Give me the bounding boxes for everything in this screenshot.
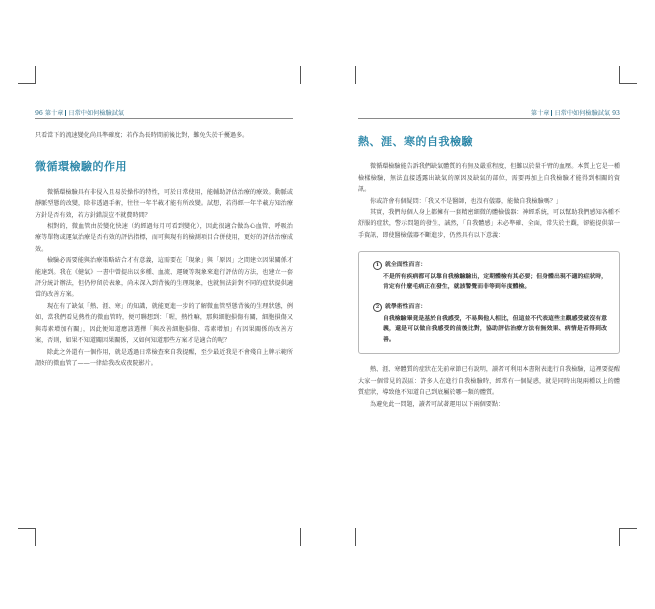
header-separator — [65, 110, 66, 116]
note-title-row — [373, 302, 607, 313]
paragraph: 相對的，微血管由於變化快速（約經過每月可看到變化），因此很適合做為心血管、呼吸治療等單物或運氣治療是否有效的評估指標，而可與現有的檢測項目合併使用，更好的評估治療成效。 — [35, 223, 293, 253]
paragraph: 只看當下的流速變化尚具準確度；若作為長時間前後比對，難免失於千擾過多。 — [35, 132, 249, 139]
running-header — [35, 108, 124, 117]
note-text: 不是所有疾病都可以靠自我檢驗驗出，定期體檢有其必要；但身體出現不適的症狀時，肯定有什麼毛病正在發生，就該警覺而非等到年度體檢。 — [383, 272, 607, 291]
note-title-row — [373, 260, 607, 271]
chapter-label: 第十章 — [530, 110, 550, 117]
note-box — [358, 251, 620, 354]
section-heading: 微循環檢驗的作用 — [35, 160, 127, 174]
chapter-title: 日常中如何檢驗試氣 — [68, 110, 125, 117]
header-rule — [358, 118, 620, 119]
right-page — [358, 108, 620, 548]
note-item — [373, 260, 607, 293]
page-number: 93 — [612, 110, 620, 117]
paragraph: 現在有了缺氣「熱、涯、寒」的知識，就能更進一步的了解微血管型態背後的生理狀態，例如，當我們看見熱性的微血管時，便可聯想到：「喔，熱性嘛，那與細胞損傷有關，細胞損傷又與毒素增加有關」，因此便知道應該選擇「與改善細胞損傷、毒素增加」有因果關係的改善方案，否則，如果不知道關因果關係，又如何知道那些方案才是適合的呢？ — [35, 302, 293, 345]
paragraph: 其實，我們每個人身上都擁有一套精密細微的體檢儀器：神經系統，可以幫助我們感知各種不舒服的症狀，警示問題的發生，誠然，「自我體感」未必準確、全面，常失於主觀，卻能提供第一手資訊，即使醫檢儀器不斷進步，仍然具有以下意義： — [358, 209, 620, 239]
paragraph: 為避免此一問題，讀者可試著運用以下兩個要點： — [370, 400, 505, 408]
section-heading: 熱、涯、寒的自我檢驗 — [358, 135, 473, 148]
left-page — [35, 108, 293, 548]
paragraph: 微循環檢驗具有非侵入且易於操作的特性，可於日常使用，能輔助評估治療的療效。動脈或靜脈型態的改變，除非透過手術，往往一年半載才能有所改變。試想，若得經一年半載方知治療方針是否有效，若方針錯誤豈不就費時間？ — [35, 188, 293, 219]
header-separator — [551, 110, 552, 116]
paragraph: 微循環檢驗能告訴我們缺氣體質的有無及嚴重程度，但難以於量千臂的血壓。本質上它是一種檢樣檢驗，無法直接透露出缺氣的原因及缺氣的部位，需要再加上自我檢驗才能得到相關的資訊。 — [358, 163, 620, 194]
note-number: 1 — [373, 261, 382, 270]
page-body — [358, 130, 620, 410]
note-title: 就全面性而言： — [385, 261, 427, 269]
page-number: 96 — [35, 110, 43, 117]
page-body — [35, 130, 293, 369]
running-header — [531, 108, 620, 117]
note-item — [373, 302, 607, 345]
chapter-title: 日常中如何檢驗試氣 — [554, 110, 611, 117]
note-number: 2 — [373, 303, 382, 312]
paragraph: 熱、涯、寒體質的症狀在先前章節已有說明，讀者可利用本書附表進行自我檢驗，這裡要提醒大家一個常見的誤區：許多人在進行自我檢驗時，經常有一個疑惑，就是同時出現兩種以上的體質症狀，導致他不知道自己到底屬於哪一類的體質。 — [358, 366, 620, 397]
paragraph: 你或許會有個疑問：「我又不是醫師，也沒有儀器，能做自我檢驗嗎？」 — [370, 197, 562, 205]
chapter-label: 第十章 — [44, 110, 64, 117]
note-text: 自我檢驗畢竟是基於自我感受，不易與他人相比，但這並不代表這些主觀感受就沒有意義，還是可以做自我感受的前後比對，協助評估治療方法有無效果、病情是否得到改善。 — [383, 314, 607, 343]
note-title: 就學術性而言： — [385, 303, 427, 311]
paragraph: 除此之外還有一個作用，就是透過日常檢查來自我提醒，至少最近我是不會殘自上牌示範所謂好的微血管了——一律給我改成夜院影片。 — [35, 348, 293, 367]
paragraph: 檢驗必需要能與治療策略結合才有意義，這需要在「現象」與「原因」之間建立因果關係才能達到。我在《健氣》一書中曾提出以多種、血流、運硬等現象來進行評估的方法，也建立一套評分統計辦法，但仍停留於表象，尚未深入到背後的生理現象，也就無法針對不同的症狀提供適當的改善方案。 — [35, 257, 293, 299]
header-rule — [35, 118, 293, 119]
